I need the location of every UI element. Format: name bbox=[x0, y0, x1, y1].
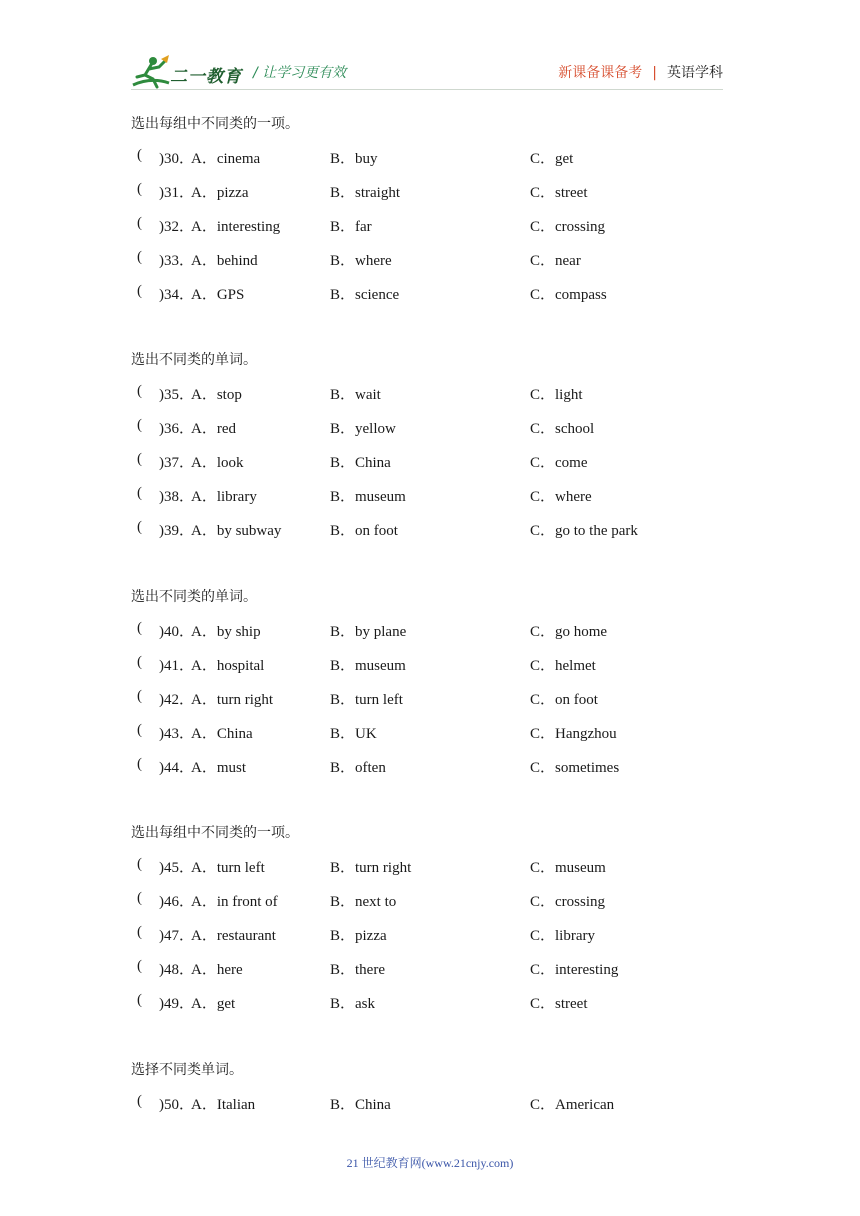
question-row bbox=[0, 620, 860, 640]
question-number: )45． bbox=[159, 860, 194, 876]
slogan: / 让学习更有效 bbox=[253, 65, 347, 81]
option-c: C．go home bbox=[530, 624, 608, 640]
answer-bracket-open[interactable]: ( bbox=[137, 992, 142, 1008]
option-a: A．turn left bbox=[191, 860, 265, 876]
option-b: B．yellow bbox=[330, 421, 396, 437]
option-a: A．by subway bbox=[191, 523, 282, 539]
question-row bbox=[0, 417, 860, 437]
answer-bracket-open[interactable]: ( bbox=[137, 688, 142, 704]
question-number: )35． bbox=[159, 387, 194, 403]
option-a: A．interesting bbox=[191, 219, 281, 235]
option-c: C．compass bbox=[530, 287, 607, 303]
question-row bbox=[0, 215, 860, 235]
question-row bbox=[0, 485, 860, 505]
option-c: C．near bbox=[530, 253, 581, 269]
answer-bracket-open[interactable]: ( bbox=[137, 451, 142, 467]
section-title: 选出不同类的单词。 bbox=[131, 589, 257, 605]
answer-bracket-open[interactable]: ( bbox=[137, 485, 142, 501]
header-subject bbox=[558, 62, 723, 82]
header-subject-label: 英语学科 bbox=[667, 65, 723, 81]
question-number: )39． bbox=[159, 523, 194, 539]
option-c: C．helmet bbox=[530, 658, 596, 674]
page-header bbox=[0, 0, 860, 100]
answer-bracket-open[interactable]: ( bbox=[137, 519, 142, 535]
header-divider bbox=[131, 89, 723, 90]
question-number: )47． bbox=[159, 928, 194, 944]
option-b: B．straight bbox=[330, 185, 400, 201]
option-b: B．where bbox=[330, 253, 392, 269]
question-number: )37． bbox=[159, 455, 194, 471]
option-a: A．must bbox=[191, 760, 247, 776]
option-c: C．go to the park bbox=[530, 523, 638, 539]
answer-bracket-open[interactable]: ( bbox=[137, 890, 142, 906]
question-row bbox=[0, 992, 860, 1012]
answer-bracket-open[interactable]: ( bbox=[137, 215, 142, 231]
option-b: B．ask bbox=[330, 996, 376, 1012]
option-c: C．get bbox=[530, 151, 574, 167]
option-a: A．by ship bbox=[191, 624, 261, 640]
question-row bbox=[0, 722, 860, 742]
option-c: C．crossing bbox=[530, 894, 606, 910]
question-row bbox=[0, 383, 860, 403]
option-b: B．science bbox=[330, 287, 400, 303]
option-c: C．street bbox=[530, 996, 588, 1012]
option-c: C．interesting bbox=[530, 962, 619, 978]
answer-bracket-open[interactable]: ( bbox=[137, 249, 142, 265]
question-row bbox=[0, 249, 860, 269]
question-number: )44． bbox=[159, 760, 194, 776]
answer-bracket-open[interactable]: ( bbox=[137, 654, 142, 670]
option-b: B．pizza bbox=[330, 928, 387, 944]
answer-bracket-open[interactable]: ( bbox=[137, 756, 142, 772]
section-title: 选出每组中不同类的一项。 bbox=[131, 116, 299, 132]
question-row bbox=[0, 181, 860, 201]
option-a: A．red bbox=[191, 421, 236, 437]
option-b: B．by plane bbox=[330, 624, 407, 640]
option-a: A．pizza bbox=[191, 185, 249, 201]
option-a: A．Italian bbox=[191, 1097, 256, 1113]
answer-bracket-open[interactable]: ( bbox=[137, 856, 142, 872]
option-c: C．library bbox=[530, 928, 595, 944]
option-a: A．GPS bbox=[191, 287, 245, 303]
option-b: B．on foot bbox=[330, 523, 398, 539]
option-c: C．street bbox=[530, 185, 588, 201]
question-row bbox=[0, 856, 860, 876]
question-row bbox=[0, 519, 860, 539]
question-row bbox=[0, 283, 860, 303]
option-b: B．China bbox=[330, 455, 391, 471]
answer-bracket-open[interactable]: ( bbox=[137, 417, 142, 433]
question-number: )49． bbox=[159, 996, 194, 1012]
answer-bracket-open[interactable]: ( bbox=[137, 924, 142, 940]
option-a: A．here bbox=[191, 962, 243, 978]
question-row bbox=[0, 654, 860, 674]
answer-bracket-open[interactable]: ( bbox=[137, 722, 142, 738]
option-c: C．American bbox=[530, 1097, 615, 1113]
section-title: 选出每组中不同类的一项。 bbox=[131, 825, 299, 841]
question-row bbox=[0, 147, 860, 167]
question-number: )31． bbox=[159, 185, 194, 201]
footer: 21 世纪教育网(www.21cnjy.com) bbox=[346, 1156, 514, 1170]
question-number: )33． bbox=[159, 253, 194, 269]
question-number: )43． bbox=[159, 726, 194, 742]
option-c: C．where bbox=[530, 489, 592, 505]
answer-bracket-open[interactable]: ( bbox=[137, 620, 142, 636]
question-number: )34． bbox=[159, 287, 194, 303]
answer-bracket-open[interactable]: ( bbox=[137, 181, 142, 197]
question-number: )38． bbox=[159, 489, 194, 505]
option-b: B．museum bbox=[330, 489, 406, 505]
question-row bbox=[0, 890, 860, 910]
option-a: A．restaurant bbox=[191, 928, 276, 944]
option-a: A．library bbox=[191, 489, 257, 505]
option-a: A．get bbox=[191, 996, 236, 1012]
section-title: 选择不同类单词。 bbox=[131, 1062, 243, 1078]
question-number: )46． bbox=[159, 894, 194, 910]
option-a: A．look bbox=[191, 455, 244, 471]
logo-text: 二一教育 bbox=[170, 67, 242, 87]
question-number: )41． bbox=[159, 658, 194, 674]
answer-bracket-open[interactable]: ( bbox=[137, 383, 142, 399]
option-b: B．turn right bbox=[330, 860, 412, 876]
question-number: )36． bbox=[159, 421, 194, 437]
section-title: 选出不同类的单词。 bbox=[131, 352, 257, 368]
option-b: B．China bbox=[330, 1097, 391, 1113]
option-b: B．there bbox=[330, 962, 385, 978]
question-number: )40． bbox=[159, 624, 194, 640]
option-c: C．museum bbox=[530, 860, 606, 876]
option-a: A．turn right bbox=[191, 692, 274, 708]
question-row bbox=[0, 756, 860, 776]
option-b: B．wait bbox=[330, 387, 381, 403]
header-course-label: 新课备课备考 bbox=[558, 65, 643, 81]
option-c: C．school bbox=[530, 421, 595, 437]
answer-bracket-open[interactable]: ( bbox=[137, 958, 142, 974]
option-a: A．cinema bbox=[191, 151, 261, 167]
header-separator: | bbox=[652, 65, 657, 81]
option-b: B．far bbox=[330, 219, 372, 235]
option-a: A．in front of bbox=[191, 894, 278, 910]
question-row bbox=[0, 451, 860, 471]
answer-bracket-open[interactable]: ( bbox=[137, 147, 142, 163]
option-c: C．crossing bbox=[530, 219, 606, 235]
option-a: A．stop bbox=[191, 387, 242, 403]
option-a: A．behind bbox=[191, 253, 258, 269]
option-c: C．Hangzhou bbox=[530, 726, 617, 742]
option-c: C．light bbox=[530, 387, 583, 403]
question-number: )48． bbox=[159, 962, 194, 978]
option-c: C．on foot bbox=[530, 692, 598, 708]
question-number: )50． bbox=[159, 1097, 194, 1113]
question-row bbox=[0, 1093, 860, 1113]
option-b: B．turn left bbox=[330, 692, 403, 708]
option-a: A．China bbox=[191, 726, 253, 742]
option-b: B．museum bbox=[330, 658, 406, 674]
question-number: )42． bbox=[159, 692, 194, 708]
question-row bbox=[0, 688, 860, 708]
answer-bracket-open[interactable]: ( bbox=[137, 1093, 142, 1109]
question-number: )30． bbox=[159, 151, 194, 167]
question-row bbox=[0, 958, 860, 978]
question-row bbox=[0, 924, 860, 944]
option-b: B．buy bbox=[330, 151, 378, 167]
option-b: B．UK bbox=[330, 726, 377, 742]
option-c: C．come bbox=[530, 455, 588, 471]
option-b: B．often bbox=[330, 760, 386, 776]
answer-bracket-open[interactable]: ( bbox=[137, 283, 142, 299]
option-b: B．next to bbox=[330, 894, 397, 910]
question-number: )32． bbox=[159, 219, 194, 235]
option-a: A．hospital bbox=[191, 658, 265, 674]
option-c: C．sometimes bbox=[530, 760, 620, 776]
